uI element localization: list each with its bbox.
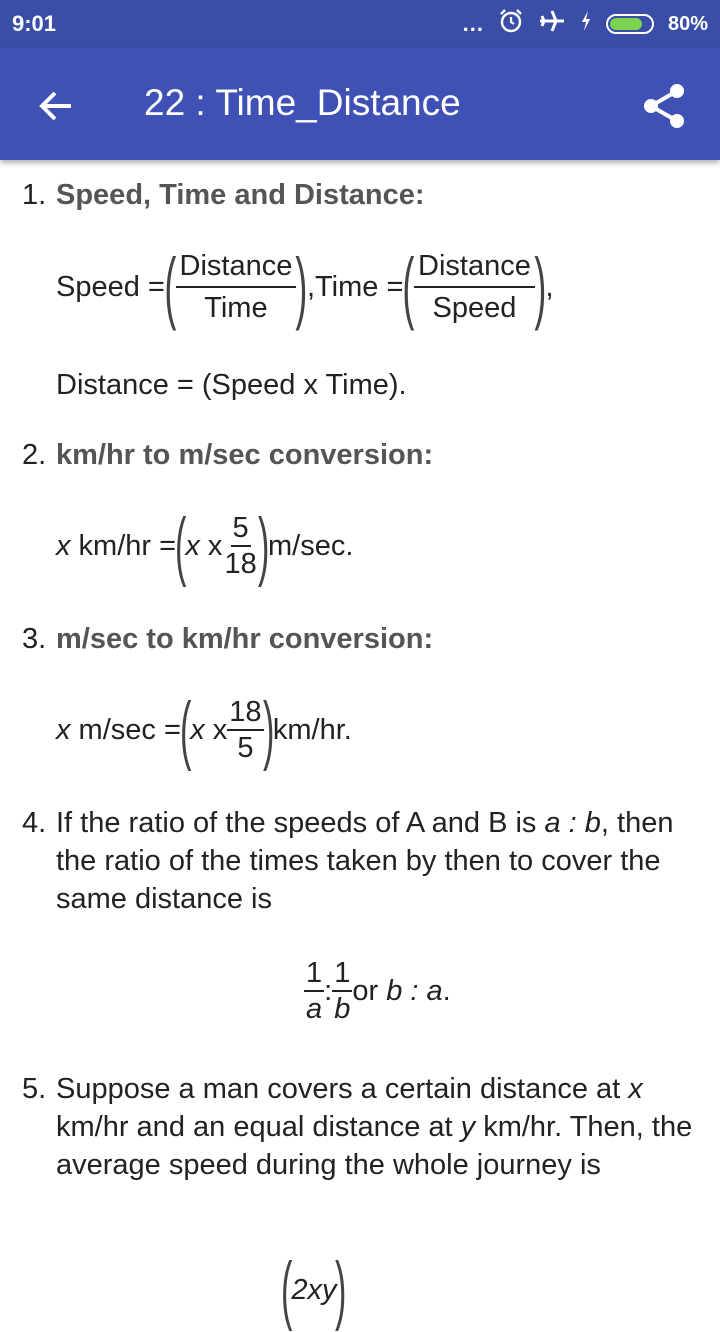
status-bar xyxy=(0,0,720,48)
formula-text: or xyxy=(352,975,387,1007)
denominator: 18 xyxy=(224,548,257,580)
denominator: Speed xyxy=(432,292,517,324)
denominator: a xyxy=(306,993,323,1025)
formula-average-speed xyxy=(280,1247,347,1332)
numerator: 1 xyxy=(332,956,352,992)
formula-text: : xyxy=(324,975,333,1007)
denominator: b xyxy=(334,993,351,1025)
left-paren: ( xyxy=(175,503,187,588)
formula-text: ,Time = xyxy=(306,271,404,303)
fraction xyxy=(227,695,263,765)
formula-text: m/sec. xyxy=(268,530,354,562)
item-number: 1. xyxy=(22,179,47,211)
variable: y xyxy=(460,1111,476,1143)
numerator: 2xy xyxy=(291,1274,337,1306)
left-paren: ( xyxy=(179,687,192,772)
app-bar xyxy=(0,48,720,160)
ratio: a : b xyxy=(544,807,601,839)
denominator: 5 xyxy=(237,732,254,764)
formula-msec-to-kmhr xyxy=(56,687,352,772)
fraction xyxy=(414,246,535,328)
variable: x xyxy=(628,1073,643,1105)
fraction xyxy=(222,511,258,581)
formula-ratio-times xyxy=(304,956,451,1026)
item-heading: km/hr to m/sec conversion: xyxy=(56,439,434,471)
fraction xyxy=(176,246,297,328)
right-paren: ) xyxy=(534,242,547,331)
formula-text: x xyxy=(199,530,223,562)
airplane-mode-icon xyxy=(538,8,566,40)
denominator: Time xyxy=(204,292,268,324)
formula-distance: Distance = (Speed x Time). xyxy=(56,369,407,401)
right-paren: ) xyxy=(262,687,274,772)
variable: x xyxy=(56,714,71,746)
item-number: 5. xyxy=(22,1073,47,1105)
left-paren: ( xyxy=(164,242,177,331)
more-notifications-icon: ... xyxy=(462,11,484,36)
numerator: 1 xyxy=(304,956,324,992)
item-number: 4. xyxy=(22,807,47,839)
fraction xyxy=(304,956,324,1026)
page-title: 22 : Time_Distance xyxy=(144,82,461,123)
charging-icon xyxy=(580,10,592,38)
paragraph-text: Suppose a man covers a certain distance at xyxy=(56,1073,629,1105)
left-paren: ( xyxy=(402,242,415,331)
left-paren: ( xyxy=(280,1247,293,1332)
numerator: 5 xyxy=(231,511,251,547)
share-button[interactable] xyxy=(636,78,692,134)
item-number: 2. xyxy=(22,439,47,471)
paragraph-text: If the ratio of the speeds of A and B is xyxy=(56,807,545,839)
alarm-icon xyxy=(498,8,524,40)
back-button[interactable] xyxy=(30,80,82,132)
back-arrow-icon xyxy=(37,87,75,125)
battery-percent: 80% xyxy=(667,12,708,35)
variable: x xyxy=(56,530,71,562)
status-time: 9:01 xyxy=(12,11,57,36)
item-heading: m/sec to km/hr conversion: xyxy=(56,623,434,655)
share-icon xyxy=(639,81,689,131)
numerator: Distance xyxy=(176,246,297,288)
formula-text: . xyxy=(442,975,451,1007)
variable: x xyxy=(190,714,205,746)
formula-text: , xyxy=(545,271,554,303)
formula-text: m/sec = xyxy=(70,714,181,746)
ratio: b : a xyxy=(386,975,443,1007)
formula-text: x xyxy=(204,714,228,746)
item-paragraph xyxy=(56,804,706,918)
right-paren: ) xyxy=(295,242,308,331)
variable: x xyxy=(185,530,200,562)
formula-text: km/hr = xyxy=(70,530,177,562)
paragraph-text: , then the ratio of the times taken by then to cover the same distance is xyxy=(56,807,674,915)
item-heading: Speed, Time and Distance: xyxy=(56,179,425,211)
right-paren: ) xyxy=(335,1247,347,1332)
numerator: Distance xyxy=(414,246,535,288)
numerator: 18 xyxy=(227,695,263,731)
paragraph-text: km/hr. Then, the average speed during the whole journey is xyxy=(56,1111,693,1181)
formula-text: Speed = xyxy=(56,271,165,303)
formula-kmhr-to-msec xyxy=(56,503,354,588)
fraction xyxy=(332,956,352,1026)
formula-speed-time xyxy=(56,242,554,331)
item-number: 3. xyxy=(22,623,47,655)
paragraph-text: km/hr and an equal distance at xyxy=(56,1111,461,1143)
item-paragraph xyxy=(56,1070,706,1184)
right-paren: ) xyxy=(257,503,270,588)
status-icons xyxy=(463,10,708,38)
formula-text: km/hr. xyxy=(272,714,352,746)
battery-level xyxy=(610,18,642,30)
battery-icon xyxy=(606,14,654,34)
